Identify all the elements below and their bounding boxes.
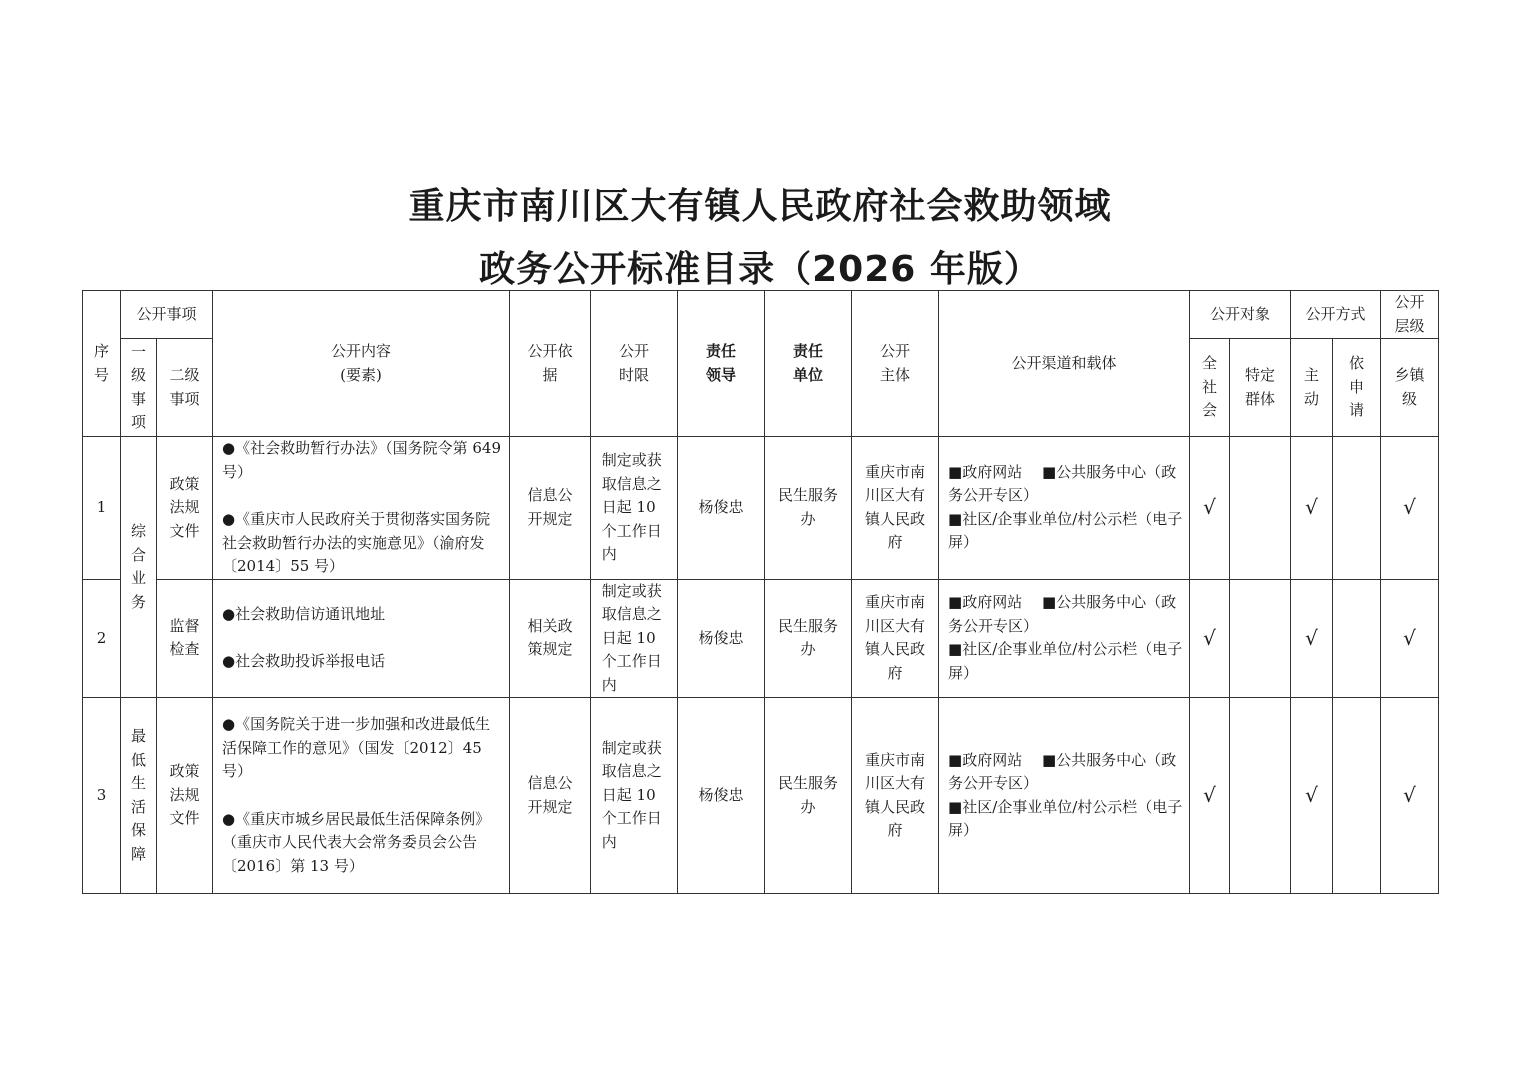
header-subject: 公开 主体 — [852, 291, 939, 437]
header-mode-group: 公开方式 — [1291, 291, 1381, 339]
row-target-specific — [1230, 437, 1291, 580]
header-content: 公开内容 (要素) — [213, 291, 510, 437]
row-mode-request — [1333, 698, 1381, 894]
header-basis: 公开依据 — [510, 291, 591, 437]
row-seq: 3 — [83, 698, 121, 894]
row-unit: 民生服务办 — [765, 698, 852, 894]
disclosure-catalog-table — [82, 290, 1439, 894]
header-level-town: 乡镇级 — [1381, 339, 1439, 437]
row-target-all: √ — [1190, 698, 1230, 894]
group-l1: 综合业务 — [121, 437, 157, 698]
row-basis: 相关政策规定 — [510, 579, 591, 698]
row-l2: 监督检查 — [157, 579, 213, 698]
row-unit: 民生服务办 — [765, 579, 852, 698]
row-mode-active: √ — [1291, 579, 1333, 698]
row-target-all: √ — [1190, 579, 1230, 698]
row-basis: 信息公开规定 — [510, 437, 591, 580]
document-title-line2: 政务公开标准目录（2026 年版） — [479, 249, 1041, 290]
row-channel: ■政府网站 ■公共服务中心（政务公开专区） ■社区/企事业单位/村公示栏（电子屏） — [939, 698, 1190, 894]
row-unit: 民生服务办 — [765, 437, 852, 580]
header-target-all: 全社会 — [1190, 339, 1230, 437]
row-subject: 重庆市南川区大有镇人民政府 — [852, 698, 939, 894]
row-leader: 杨俊忠 — [678, 437, 765, 580]
table-row — [83, 437, 1439, 580]
document-title-line1: 重庆市南川区大有镇人民政府社会救助领域 — [408, 186, 1112, 227]
header-target-group: 公开对象 — [1190, 291, 1291, 339]
header-item-l2: 二级事项 — [157, 339, 213, 437]
row-content: ●《国务院关于进一步加强和改进最低生活保障工作的意见》（国发〔2012〕45 号） ●《重庆市城乡居民最低生活保障条例》（重庆市人民代表大会常务委员会公告〔2016〕第 13 号） — [213, 698, 510, 894]
table-row — [83, 698, 1439, 894]
group-l1: 最低生活保障 — [121, 698, 157, 894]
row-time-limit: 制定或获取信息之日起 10 个工作日内 — [591, 698, 678, 894]
header-channel: 公开渠道和载体 — [939, 291, 1190, 437]
header-mode-request: 依申请 — [1333, 339, 1381, 437]
header-target-specific: 特定群体 — [1230, 339, 1291, 437]
header-item-l1: 一级事项 — [121, 339, 157, 437]
table-row — [83, 579, 1439, 698]
row-basis: 信息公开规定 — [510, 698, 591, 894]
row-target-all: √ — [1190, 437, 1230, 580]
row-mode-request — [1333, 437, 1381, 580]
row-content: ●社会救助信访通讯地址 ●社会救助投诉举报电话 — [213, 579, 510, 698]
row-seq: 2 — [83, 579, 121, 698]
row-level-town: √ — [1381, 437, 1439, 580]
row-mode-active: √ — [1291, 437, 1333, 580]
row-l2: 政策法规文件 — [157, 698, 213, 894]
header-leader: 责任 领导 — [678, 291, 765, 437]
row-level-town: √ — [1381, 579, 1439, 698]
header-mode-active: 主动 — [1291, 339, 1333, 437]
header-item-group: 公开事项 — [121, 291, 213, 339]
header-seq: 序号 — [83, 291, 121, 437]
row-target-specific — [1230, 579, 1291, 698]
row-time-limit: 制定或获取信息之日起 10 个工作日内 — [591, 579, 678, 698]
row-subject: 重庆市南川区大有镇人民政府 — [852, 437, 939, 580]
row-leader: 杨俊忠 — [678, 698, 765, 894]
row-target-specific — [1230, 698, 1291, 894]
row-subject: 重庆市南川区大有镇人民政府 — [852, 579, 939, 698]
row-mode-request — [1333, 579, 1381, 698]
row-leader: 杨俊忠 — [678, 579, 765, 698]
row-seq: 1 — [83, 437, 121, 580]
header-time-limit: 公开 时限 — [591, 291, 678, 437]
row-channel: ■政府网站 ■公共服务中心（政务公开专区） ■社区/企事业单位/村公示栏（电子屏） — [939, 437, 1190, 580]
row-content: ●《社会救助暂行办法》（国务院令第 649 号） ●《重庆市人民政府关于贯彻落实国务院社会救助暂行办法的实施意见》（渝府发〔2014〕55 号） — [213, 437, 510, 580]
header-level-group: 公开层级 — [1381, 291, 1439, 339]
row-time-limit: 制定或获取信息之日起 10 个工作日内 — [591, 437, 678, 580]
row-mode-active: √ — [1291, 698, 1333, 894]
row-level-town: √ — [1381, 698, 1439, 894]
row-l2: 政策法规文件 — [157, 437, 213, 580]
row-channel: ■政府网站 ■公共服务中心（政务公开专区） ■社区/企事业单位/村公示栏（电子屏） — [939, 579, 1190, 698]
header-unit: 责任 单位 — [765, 291, 852, 437]
